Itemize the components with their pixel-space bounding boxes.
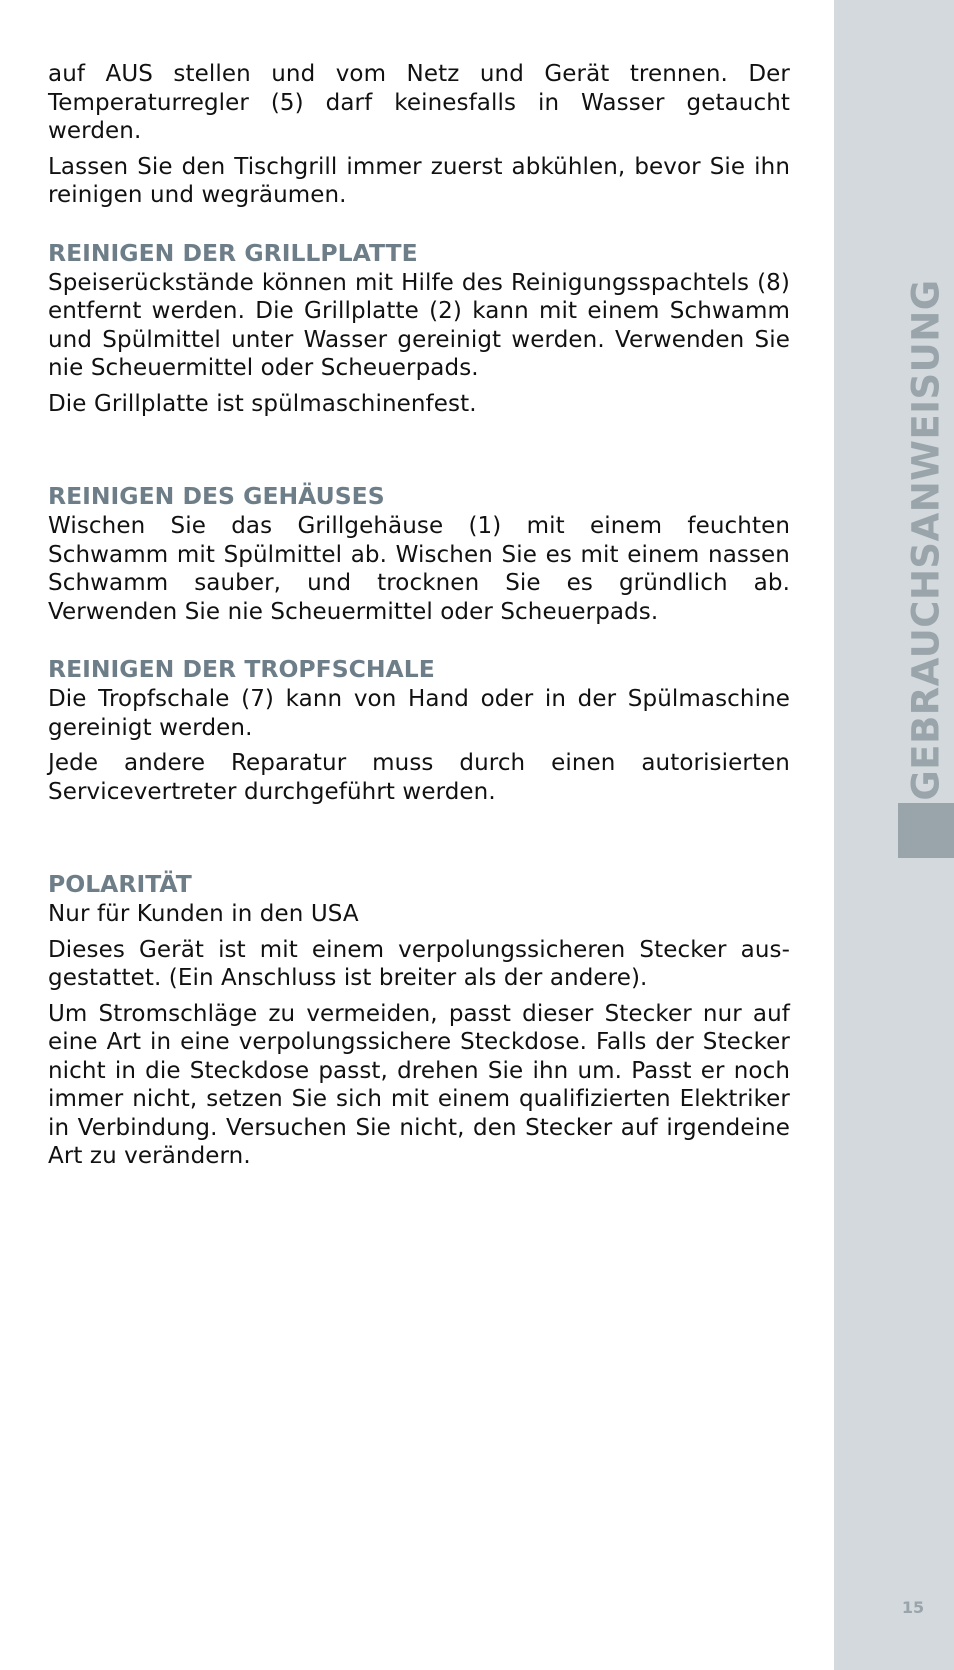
heading-polaritaet: POLARITÄT [48, 870, 192, 898]
section-tab-marker [898, 803, 954, 858]
heading-tropfschale: REINIGEN DER TROPFSCHALE [48, 655, 435, 683]
paragraph-polaritaet-1: Nur für Kunden in den USA [48, 901, 359, 927]
paragraph-intro-1: auf AUS stellen und vom Netz und Gerät trennen. Der Temperaturregler (5) darf keinesfalls in Wasser getaucht werden. [48, 61, 790, 144]
paragraph-grillplatte-1: Speiserückstände können mit Hilfe des Reinigungsspachtels (8) entfernt werden. Die Grillplatte (2) kann mit einem Schwamm und Spülmittel unter Wasser gereinigt werden. Verwenden Sie nie Scheuermittel oder Scheuerpads. [48, 269, 790, 381]
page-number: 15 [901, 1598, 925, 1617]
main-content [48, 60, 790, 1178]
paragraph-intro-2: Lassen Sie den Tischgrill immer zuerst abkühlen, bevor Sie ihn reinigen und wegräumen. [48, 153, 790, 208]
paragraph-polaritaet-2: Dieses Gerät ist mit einem verpolungssicheren Stecker aus-gestattet. (Ein Anschluss ist breiter als der andere). [48, 936, 790, 991]
heading-gehaeuse: REINIGEN DES GEHÄUSES [48, 482, 385, 510]
heading-grillplatte: REINIGEN DER GRILLPLATTE [48, 238, 418, 267]
paragraph-polaritaet-3: Um Stromschläge zu vermeiden, passt dieser Stecker nur auf eine Art in eine verpolungssichere Steckdose. Falls der Stecker nicht in die Steckdose passt, drehen Sie ihn um. Passt er noch immer nicht, setzen Sie sich mit einem qualifizierten Elektriker in Verbindung. Versuchen Sie nicht, den Stecker auf irgendeine Art zu verändern. [48, 1000, 790, 1169]
paragraph-tropfschale-2: Jede andere Reparatur muss durch einen autorisierten Servicevertreter durchgeführt werden. [48, 750, 790, 805]
paragraph-tropfschale-1: Die Tropfschale (7) kann von Hand oder in der Spülmaschine gereinigt werden. [48, 686, 790, 741]
paragraph-gehaeuse-1: Wischen Sie das Grillgehäuse (1) mit einem feuchten Schwamm mit Spülmittel ab. Wischen Sie es mit einem nassen Schwamm sauber, und trocknen Sie es gründlich ab. Verwenden Sie nie Scheuermittel oder Scheuerpads. [48, 513, 790, 625]
paragraph-grillplatte-2: Die Grillplatte ist spülmaschinenfest. [48, 390, 477, 417]
sidebar-title: GEBRAUCHSANWEISUNG [904, 279, 948, 801]
sidebar [834, 0, 954, 1670]
